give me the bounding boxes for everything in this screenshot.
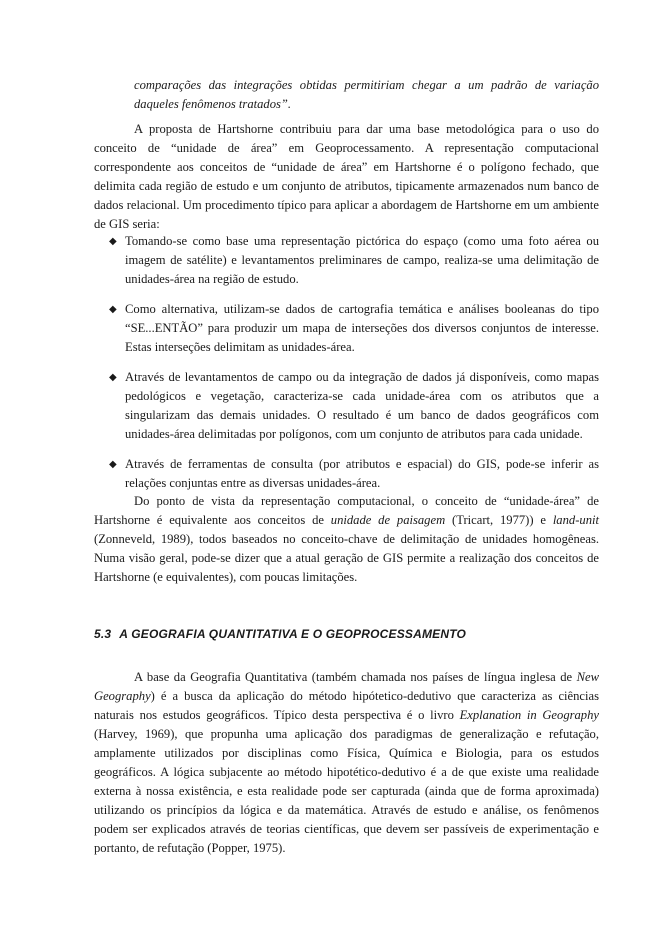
paragraph-text: A base da Geografia Quantitativa (também chamada nos países de língua inglesa de [134,670,577,684]
procedure-bullet-list [94,232,599,504]
bullet-text: Através de levantamentos de campo ou da integração de dados já disponíveis, como mapas pedológicos e vegetação, caracteriza-se cada unidade-área com os atributos que a singularizam das demais unidades. O resultado é um banco de dados geográficos com unidades-área delimitadas por polígonos, com um conjunto de atributos para cada unidade. [125,370,599,441]
diamond-bullet-icon: ◆ [109,304,117,315]
paragraph-text: (Tricart, 1977)) e [445,513,553,527]
paragraph-quantitative-geography [94,668,599,858]
italic-term: New Geography [94,670,599,703]
section-title: A GEOGRAFIA QUANTITATIVA E O GEOPROCESSAMENTO [119,627,467,641]
italic-term: Explanation in Geography [459,708,599,722]
section-heading [94,627,466,641]
bullet-item [94,232,599,289]
diamond-bullet-icon: ◆ [109,459,117,470]
paragraph-text: ) é a busca da aplicação do método hipótetico-dedutivo que caracteriza as ciências naturais nos estudos geográficos. Típico desta perspectiva é o livro [94,689,599,722]
italic-term: unidade de paisagem [330,513,446,527]
paragraph-text: (Harvey, 1969), que propunha uma aplicação dos paradigmas de generalização e refutação, amplamente utilizados por disciplinas como Física, Química e Biologia, para os estudos geográficos. A lógica subjacente ao método hipotético-dedutivo é a de que existe uma realidade externa à nossa existência, e esta realidade pode ser capturada (ainda que de forma aproximada) utilizando os princípios da lógica e da matemática. Através de estudo e análise, os fenômenos podem ser explicados através de teorias científicas, que devem ser passíveis de experimentação e portanto, de refutação (Popper, 1975). [94,727,599,855]
paragraph-text: (Zonneveld, 1989), todos baseados no conceito-chave de delimitação de unidades homogêneas. Numa visão geral, pode-se dizer que a atual geração de GIS permite a realização dos conceitos de Hartshorne (e equivalentes), com poucas limitações. [94,532,599,584]
paragraph-computational-view [94,492,599,587]
bullet-text: Como alternativa, utilizam-se dados de cartografia temática e análises booleanas do tipo “SE...ENTÃO” para produzir um mapa de interseções dos diversos conjuntos de interesse. Estas interseções delimitam as unidades-área. [125,302,599,354]
paragraph-hartshorne-proposal: A proposta de Hartshorne contribuiu para dar uma base metodológica para o uso do conceito de “unidade de área” em Geoprocessamento. A representação computacional correspondente aos conceitos de “unidade de área” em Hartshorne é o polígono fechado, que delimita cada região de estudo e um conjunto de atributos, tipicamente armazenados num banco de dados relacional. Um procedimento típico para aplicar a abordagem de Hartshorne em um ambiente de GIS seria: [94,122,599,231]
bullet-item [94,368,599,444]
italic-term: land-unit [552,513,599,527]
block-quote: comparações das integrações obtidas permitiriam chegar a um padrão de variação daqueles fenômenos tratados”. [134,78,599,111]
section-number: 5.3 [94,627,112,641]
bullet-item [94,455,599,493]
bullet-text: Tomando-se como base uma representação pictórica do espaço (como uma foto aérea ou imagem de satélite) e levantamentos preliminares de campo, realiza-se uma delimitação de unidades-área na região de estudo. [125,234,599,286]
paragraph-text: Do ponto de vista da representação computacional, o conceito de “unidade-área” de Hartshorne é equivalente aos conceitos de [94,494,599,527]
bullet-item [94,300,599,357]
diamond-bullet-icon: ◆ [109,236,117,247]
diamond-bullet-icon: ◆ [109,372,117,383]
bullet-text: Através de ferramentas de consulta (por atributos e espacial) do GIS, pode-se inferir as relações conjuntas entre as diversas unidades-área. [125,457,599,490]
